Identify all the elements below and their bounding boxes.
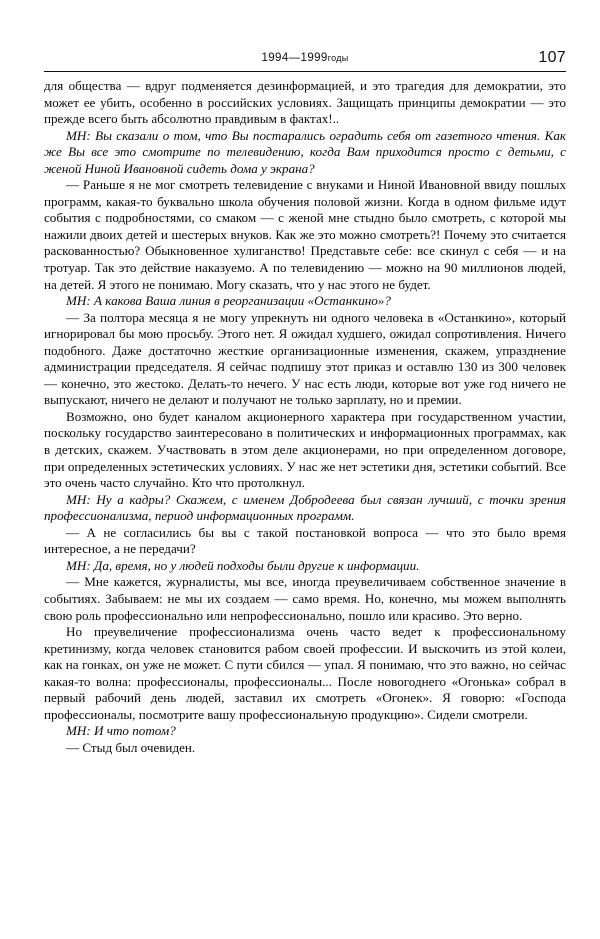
paragraph-answer: Возможно, оно будет каналом акционерного характера при государственном участии, поскольку государство заинтересовано в политических и информационных программах, как в детских, скажем. Участвовать в этом деле акционерами, но при определенном договоре, при определенных эстетических условиях. У нас же нет эстетики дня, эстетики событий. Все это очень часто случайно. Кто что протолкнул. bbox=[44, 408, 566, 491]
paragraph-question: МН: И что потом? bbox=[66, 723, 176, 739]
header-rule bbox=[44, 71, 566, 72]
paragraph-answer: — За полтора месяца я не могу упрекнуть ни одного человека в «Останкино», который игнорировал бы мою просьбу. Этого нет. Я ожидал худшего, ожидал сопротивления. Ничего подобного. Даже достаточно жесткие организационные изменения, скажем, упразднение администрации председателя. Я сейчас подпишу этот приказ и оставлю 130 из 300 человек — конечно, это жестоко. Делать-то нечего. У нас есть люди, которые вот уже год ничего не выпускают, ничего не делают и получают не только зарплату, но и премии. bbox=[44, 309, 566, 408]
paragraph-answer: Но преувеличение профессионализма очень часто ведет к профессиональному кретинизму, когда человек становится рабом своей профессии. И выскочить из этой колеи, как на гонках, он уже не может. С пути сбился — упал. Я понимаю, что это важно, но сейчас какая-то волна: профессионалы, профессионалы... После новогоднего «Огонька» собрал в первый рабочий день людей, заставил их смотреть «Огонек». Я говорю: «Господа профессионалы, посмотрите вашу профессиональную продукцию». Сидели смотрели. bbox=[44, 624, 566, 722]
running-head bbox=[44, 49, 566, 70]
paragraph-answer: — А не согласились бы вы с такой постановкой вопроса — что это было время интересное, а не передачи? bbox=[44, 524, 566, 557]
paragraph-question: МН: Да, время, но у людей подходы были другие к информации. bbox=[66, 557, 420, 573]
paragraph-question: МН: А какова Ваша линия в реорганизации «Останкино»? bbox=[66, 293, 391, 309]
paragraph-answer: — Мне кажется, журналисты, мы все, иногда преувеличиваем собственное значение в событиях. Забываем: не мы их создаем — само время. Но, конечно, мы можем выполнять свою роль профессионально или непрофессионально, пошло или красиво. Это верно. bbox=[44, 574, 566, 623]
paragraph-answer: — Стыд был очевиден. bbox=[66, 739, 196, 755]
running-head-word: годы bbox=[327, 53, 349, 63]
paragraph-answer: — Раньше я не мог смотреть телевидение с внуками и Ниной Ивановной ввиду пошлых программ, какая-то буквально школа обучения половой жизни. Когда в одном фильме идут события с подробностями, со смаком — с женой мне стыдно было смотреть, с которой мы нажили двоих детей и шестерых внуков. Как же это можно смотреть?! Почему это считается раскованностью? Обыкновенное хулиганство! Представьте себе: все скинул с себя — и на тротуар. Так это действие наказуемо. А по телевидению — можно на 90 миллионов людей, на детей. Я этого не понимаю. Могу сказать, что у нас этого не будет. bbox=[44, 177, 566, 292]
body-text bbox=[44, 78, 566, 756]
paragraph-question: МН: Ну а кадры? Скажем, с именем Добродеева был связан лучший, с точки зрения профессионализма, период информационных программ. bbox=[44, 491, 566, 524]
page-number: 107 bbox=[538, 49, 566, 66]
running-head-years: 1994—1999 bbox=[261, 52, 328, 64]
running-head-title bbox=[44, 52, 566, 64]
paragraph-question: МН: Вы сказали о том, что Вы постарались оградить себя от газетного чтения. Как же Вы все это смотрите по телевидению, когда Вам приходится просто с детьми, с женой Ниной Ивановной сидеть дома у экрана? bbox=[44, 127, 566, 176]
paragraph-continuation: для общества — вдруг подменяется дезинформацией, и это трагедия для демократии, это может ее убить, особенно в российских условиях. Защищать принципы демократии — это прежде всего быть абсолютно правдивым в фактах!.. bbox=[44, 78, 566, 127]
